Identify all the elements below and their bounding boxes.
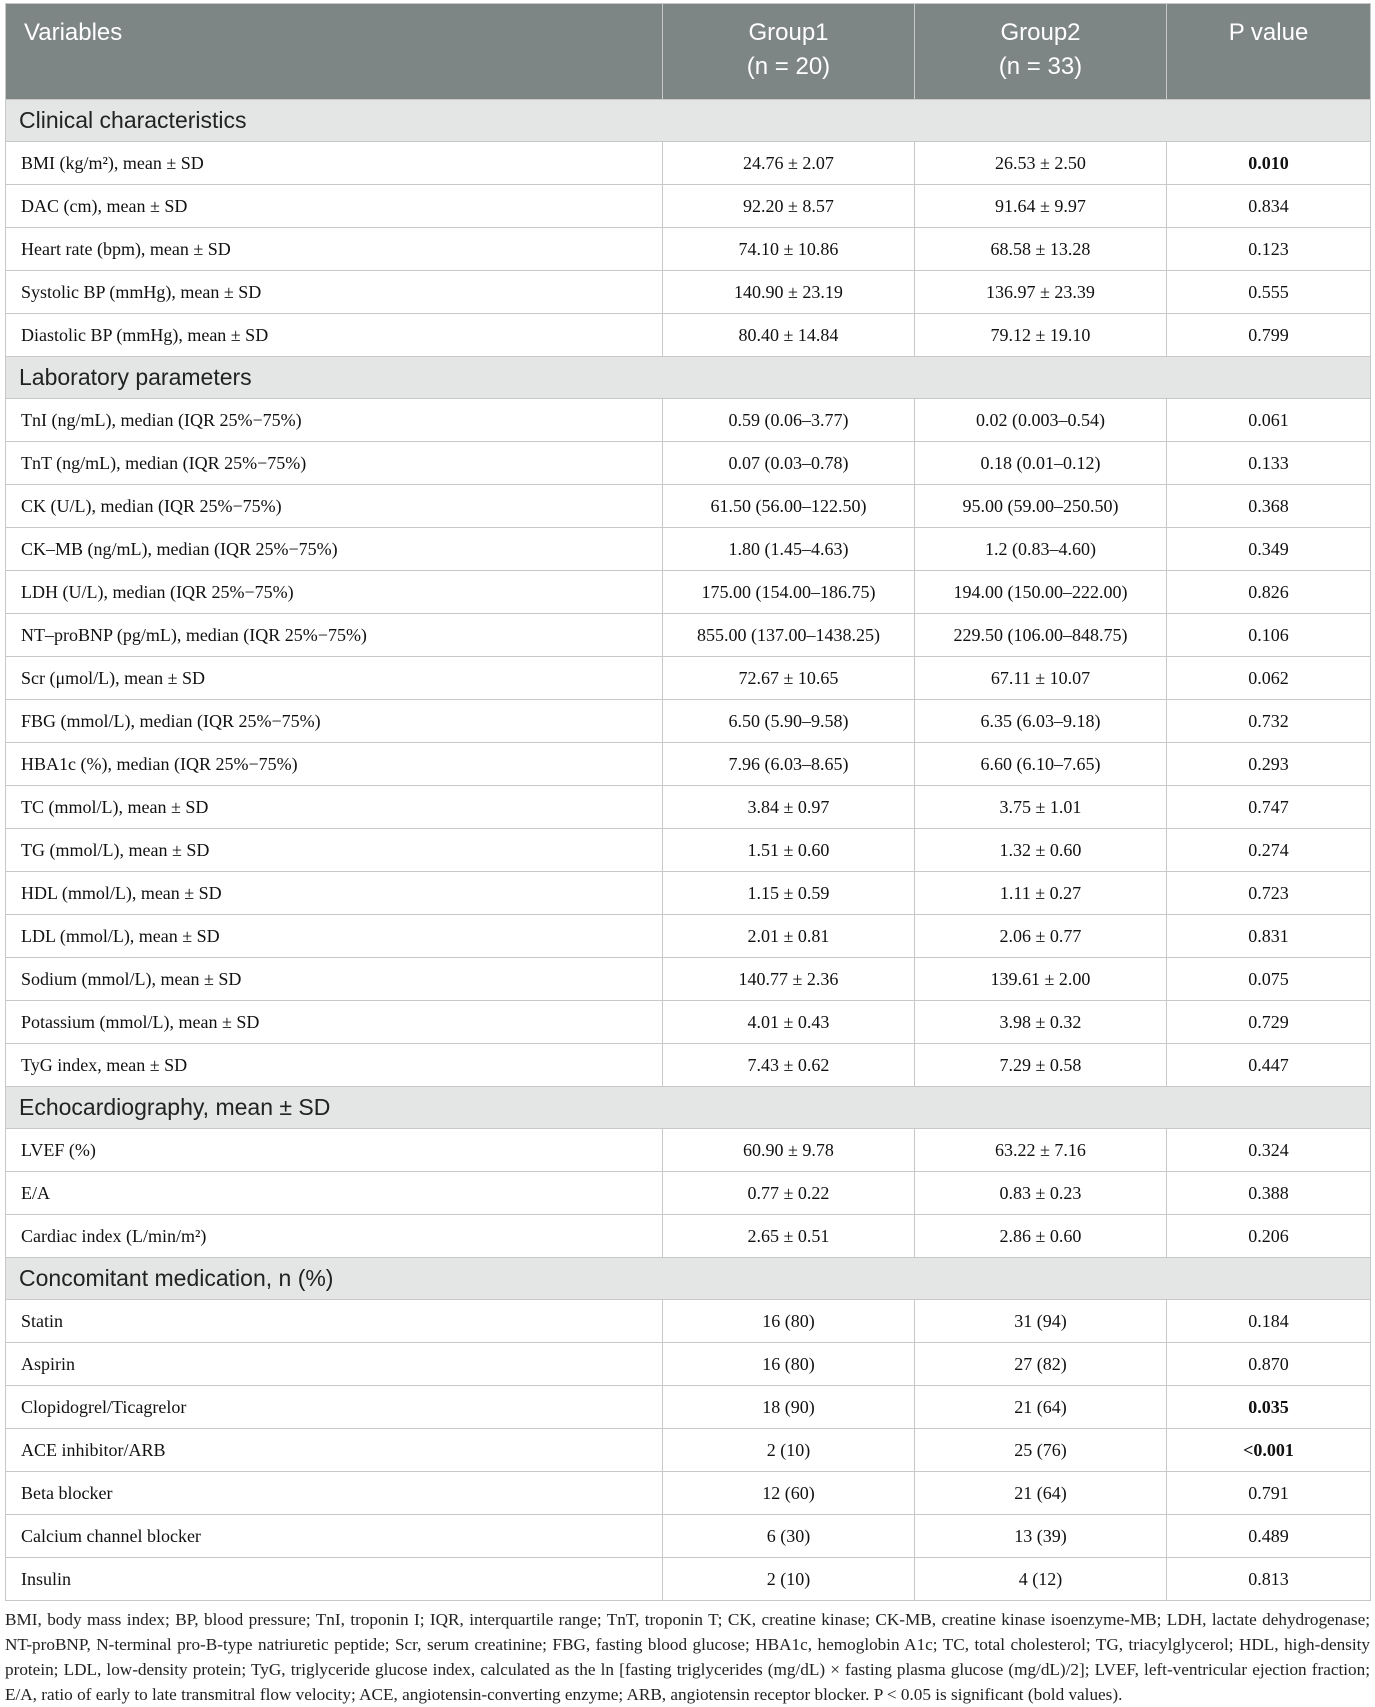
header-variables: Variables	[6, 4, 663, 100]
variable-cell: NT–proBNP (pg/mL), median (IQR 25%−75%)	[6, 614, 663, 657]
variable-cell: LVEF (%)	[6, 1129, 663, 1172]
pvalue-cell: 0.061	[1167, 399, 1371, 442]
group2-cell: 79.12 ± 19.10	[915, 314, 1167, 357]
table-header	[6, 4, 1371, 100]
table-row	[6, 1386, 1371, 1429]
group2-cell: 1.32 ± 0.60	[915, 829, 1167, 872]
pvalue-cell: 0.834	[1167, 185, 1371, 228]
table-row	[6, 485, 1371, 528]
group2-cell: 0.83 ± 0.23	[915, 1172, 1167, 1215]
group2-cell: 6.60 (6.10–7.65)	[915, 743, 1167, 786]
pvalue-cell: 0.349	[1167, 528, 1371, 571]
table-row	[6, 271, 1371, 314]
pvalue-cell: 0.123	[1167, 228, 1371, 271]
group2-cell: 68.58 ± 13.28	[915, 228, 1167, 271]
table-row	[6, 1172, 1371, 1215]
variable-cell: BMI (kg/m²), mean ± SD	[6, 142, 663, 185]
variable-cell: HBA1c (%), median (IQR 25%−75%)	[6, 743, 663, 786]
group1-cell: 1.51 ± 0.60	[663, 829, 915, 872]
variable-cell: TyG index, mean ± SD	[6, 1044, 663, 1087]
header-group1-name: Group1	[748, 19, 829, 46]
table-row	[6, 185, 1371, 228]
pvalue-cell: 0.555	[1167, 271, 1371, 314]
variable-cell: HDL (mmol/L), mean ± SD	[6, 872, 663, 915]
table-body	[6, 100, 1371, 1601]
variable-cell: Aspirin	[6, 1343, 663, 1386]
group2-cell: 139.61 ± 2.00	[915, 958, 1167, 1001]
table-row	[6, 958, 1371, 1001]
variable-cell: Systolic BP (mmHg), mean ± SD	[6, 271, 663, 314]
table-row	[6, 700, 1371, 743]
variable-cell: E/A	[6, 1172, 663, 1215]
variable-cell: LDL (mmol/L), mean ± SD	[6, 915, 663, 958]
group2-cell: 21 (64)	[915, 1386, 1167, 1429]
header-group2-name: Group2	[1000, 19, 1081, 46]
variable-cell: Heart rate (bpm), mean ± SD	[6, 228, 663, 271]
variable-cell: Insulin	[6, 1558, 663, 1601]
variable-cell: FBG (mmol/L), median (IQR 25%−75%)	[6, 700, 663, 743]
variable-cell: Diastolic BP (mmHg), mean ± SD	[6, 314, 663, 357]
table-row	[6, 399, 1371, 442]
group1-cell: 1.80 (1.45–4.63)	[663, 528, 915, 571]
variable-cell: Sodium (mmol/L), mean ± SD	[6, 958, 663, 1001]
header-pvalue: P value	[1167, 4, 1371, 100]
pvalue-cell: 0.747	[1167, 786, 1371, 829]
group1-cell: 72.67 ± 10.65	[663, 657, 915, 700]
group2-cell: 2.06 ± 0.77	[915, 915, 1167, 958]
pvalue-cell: 0.826	[1167, 571, 1371, 614]
group1-cell: 92.20 ± 8.57	[663, 185, 915, 228]
group2-cell: 194.00 (150.00–222.00)	[915, 571, 1167, 614]
pvalue-cell: 0.075	[1167, 958, 1371, 1001]
table-row	[6, 1558, 1371, 1601]
group1-cell: 0.77 ± 0.22	[663, 1172, 915, 1215]
group2-cell: 95.00 (59.00–250.50)	[915, 485, 1167, 528]
group2-cell: 0.18 (0.01–0.12)	[915, 442, 1167, 485]
group1-cell: 12 (60)	[663, 1472, 915, 1515]
group1-cell: 3.84 ± 0.97	[663, 786, 915, 829]
header-group2	[915, 4, 1167, 100]
pvalue-cell: 0.324	[1167, 1129, 1371, 1172]
pvalue-cell: 0.813	[1167, 1558, 1371, 1601]
pvalue-cell: 0.293	[1167, 743, 1371, 786]
group1-cell: 7.43 ± 0.62	[663, 1044, 915, 1087]
group2-cell: 0.02 (0.003–0.54)	[915, 399, 1167, 442]
table-row	[6, 829, 1371, 872]
pvalue-cell: 0.723	[1167, 872, 1371, 915]
pvalue-cell: <0.001	[1167, 1429, 1371, 1472]
group1-cell: 0.59 (0.06–3.77)	[663, 399, 915, 442]
section-title: Concomitant medication, n (%)	[6, 1258, 1371, 1300]
group2-cell: 21 (64)	[915, 1472, 1167, 1515]
variable-cell: DAC (cm), mean ± SD	[6, 185, 663, 228]
table-container	[5, 3, 1370, 1707]
table-row	[6, 743, 1371, 786]
table-row	[6, 872, 1371, 915]
header-group2-n: (n = 33)	[998, 53, 1083, 80]
group1-cell: 7.96 (6.03–8.65)	[663, 743, 915, 786]
table-row	[6, 1300, 1371, 1343]
group1-cell: 0.07 (0.03–0.78)	[663, 442, 915, 485]
pvalue-cell: 0.729	[1167, 1001, 1371, 1044]
pvalue-cell: 0.274	[1167, 829, 1371, 872]
pvalue-cell: 0.035	[1167, 1386, 1371, 1429]
group1-cell: 6 (30)	[663, 1515, 915, 1558]
table-row	[6, 1044, 1371, 1087]
section-title: Clinical characteristics	[6, 100, 1371, 142]
table-row	[6, 657, 1371, 700]
pvalue-cell: 0.206	[1167, 1215, 1371, 1258]
group2-cell: 25 (76)	[915, 1429, 1167, 1472]
table-row	[6, 314, 1371, 357]
group2-cell: 63.22 ± 7.16	[915, 1129, 1167, 1172]
table-row	[6, 1429, 1371, 1472]
header-group1	[663, 4, 915, 100]
group1-cell: 855.00 (137.00–1438.25)	[663, 614, 915, 657]
pvalue-cell: 0.870	[1167, 1343, 1371, 1386]
pvalue-cell: 0.062	[1167, 657, 1371, 700]
group2-cell: 6.35 (6.03–9.18)	[915, 700, 1167, 743]
pvalue-cell: 0.184	[1167, 1300, 1371, 1343]
table-row	[6, 228, 1371, 271]
group1-cell: 2.65 ± 0.51	[663, 1215, 915, 1258]
group2-cell: 1.2 (0.83–4.60)	[915, 528, 1167, 571]
table-row	[6, 1001, 1371, 1044]
variable-cell: CK–MB (ng/mL), median (IQR 25%−75%)	[6, 528, 663, 571]
group2-cell: 3.75 ± 1.01	[915, 786, 1167, 829]
variable-cell: Beta blocker	[6, 1472, 663, 1515]
group2-cell: 26.53 ± 2.50	[915, 142, 1167, 185]
group1-cell: 18 (90)	[663, 1386, 915, 1429]
group1-cell: 80.40 ± 14.84	[663, 314, 915, 357]
variable-cell: LDH (U/L), median (IQR 25%−75%)	[6, 571, 663, 614]
variable-cell: Clopidogrel/Ticagrelor	[6, 1386, 663, 1429]
group1-cell: 16 (80)	[663, 1343, 915, 1386]
group2-cell: 136.97 ± 23.39	[915, 271, 1167, 314]
table-row	[6, 528, 1371, 571]
variable-cell: TnI (ng/mL), median (IQR 25%−75%)	[6, 399, 663, 442]
variable-cell: Calcium channel blocker	[6, 1515, 663, 1558]
variable-cell: ACE inhibitor/ARB	[6, 1429, 663, 1472]
table-row	[6, 614, 1371, 657]
pvalue-cell: 0.388	[1167, 1172, 1371, 1215]
table-row	[6, 142, 1371, 185]
pvalue-cell: 0.010	[1167, 142, 1371, 185]
pvalue-cell: 0.831	[1167, 915, 1371, 958]
group1-cell: 24.76 ± 2.07	[663, 142, 915, 185]
data-table	[5, 3, 1371, 1601]
table-row	[6, 1215, 1371, 1258]
group2-cell: 67.11 ± 10.07	[915, 657, 1167, 700]
table-row	[6, 571, 1371, 614]
group2-cell: 2.86 ± 0.60	[915, 1215, 1167, 1258]
variable-cell: TC (mmol/L), mean ± SD	[6, 786, 663, 829]
group2-cell: 4 (12)	[915, 1558, 1167, 1601]
group1-cell: 140.77 ± 2.36	[663, 958, 915, 1001]
table-row	[6, 1129, 1371, 1172]
variable-cell: TnT (ng/mL), median (IQR 25%−75%)	[6, 442, 663, 485]
group1-cell: 2.01 ± 0.81	[663, 915, 915, 958]
group2-cell: 7.29 ± 0.58	[915, 1044, 1167, 1087]
pvalue-cell: 0.106	[1167, 614, 1371, 657]
table-row	[6, 786, 1371, 829]
variable-cell: CK (U/L), median (IQR 25%−75%)	[6, 485, 663, 528]
group2-cell: 31 (94)	[915, 1300, 1167, 1343]
pvalue-cell: 0.732	[1167, 700, 1371, 743]
variable-cell: Potassium (mmol/L), mean ± SD	[6, 1001, 663, 1044]
group2-cell: 13 (39)	[915, 1515, 1167, 1558]
group1-cell: 60.90 ± 9.78	[663, 1129, 915, 1172]
variable-cell: Scr (μmol/L), mean ± SD	[6, 657, 663, 700]
group1-cell: 175.00 (154.00–186.75)	[663, 571, 915, 614]
section-row	[6, 1087, 1371, 1129]
group2-cell: 3.98 ± 0.32	[915, 1001, 1167, 1044]
group1-cell: 2 (10)	[663, 1429, 915, 1472]
variable-cell: TG (mmol/L), mean ± SD	[6, 829, 663, 872]
table-row	[6, 915, 1371, 958]
section-title: Laboratory parameters	[6, 357, 1371, 399]
group1-cell: 61.50 (56.00–122.50)	[663, 485, 915, 528]
section-title: Echocardiography, mean ± SD	[6, 1087, 1371, 1129]
pvalue-cell: 0.489	[1167, 1515, 1371, 1558]
table-row	[6, 1515, 1371, 1558]
group1-cell: 4.01 ± 0.43	[663, 1001, 915, 1044]
pvalue-cell: 0.447	[1167, 1044, 1371, 1087]
group2-cell: 1.11 ± 0.27	[915, 872, 1167, 915]
pvalue-cell: 0.791	[1167, 1472, 1371, 1515]
group1-cell: 16 (80)	[663, 1300, 915, 1343]
table-row	[6, 1343, 1371, 1386]
section-row	[6, 357, 1371, 399]
table-footnote: BMI, body mass index; BP, blood pressure; TnI, troponin I; IQR, interquartile range; TnT, troponin T; CK, creatine kinase; CK-MB, creatine kinase isoenzyme-MB; LDH, lactate dehydrogenase; NT-proBNP, N-terminal pro-B-type natriuretic peptide; Scr, serum creatinine; FBG, fasting blood glucose; HBA1c, hemoglobin A1c; TC, total cholesterol; TG, triacylglycerol; HDL, high-density protein; LDL, low-density protein; TyG, triglyceride glucose index, calculated as the ln [fasting triglycerides (mg/dL) × fasting plasma glucose (mg/dL)/2]; LVEF, left-ventricular ejection fraction; E/A, ratio of early to late transmitral flow velocity; ACE, angiotensin-converting enzyme; ARB, angiotensin receptor blocker. P < 0.05 is significant (bold values).	[5, 1610, 1370, 1704]
variable-cell: Statin	[6, 1300, 663, 1343]
group1-cell: 74.10 ± 10.86	[663, 228, 915, 271]
pvalue-cell: 0.368	[1167, 485, 1371, 528]
group1-cell: 2 (10)	[663, 1558, 915, 1601]
group1-cell: 6.50 (5.90–9.58)	[663, 700, 915, 743]
group1-cell: 1.15 ± 0.59	[663, 872, 915, 915]
section-row	[6, 1258, 1371, 1300]
group2-cell: 91.64 ± 9.97	[915, 185, 1167, 228]
header-group1-n: (n = 20)	[746, 53, 831, 80]
pvalue-cell: 0.133	[1167, 442, 1371, 485]
table-row	[6, 442, 1371, 485]
table-row	[6, 1472, 1371, 1515]
pvalue-cell: 0.799	[1167, 314, 1371, 357]
section-row	[6, 100, 1371, 142]
variable-cell: Cardiac index (L/min/m²)	[6, 1215, 663, 1258]
group2-cell: 229.50 (106.00–848.75)	[915, 614, 1167, 657]
group1-cell: 140.90 ± 23.19	[663, 271, 915, 314]
group2-cell: 27 (82)	[915, 1343, 1167, 1386]
